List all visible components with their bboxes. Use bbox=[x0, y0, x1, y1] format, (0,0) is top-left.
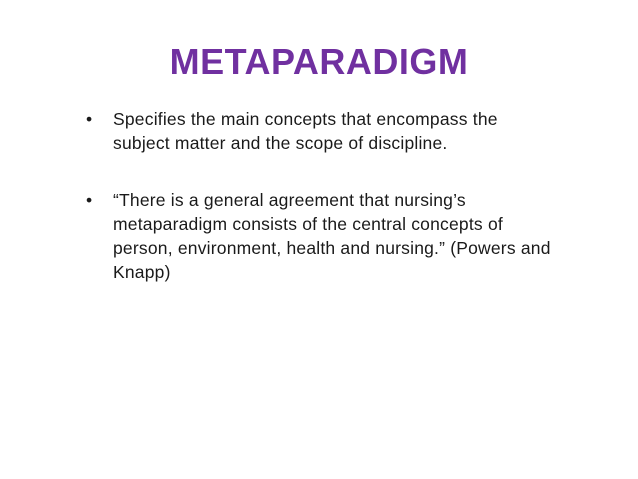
bullet-icon: • bbox=[86, 109, 93, 129]
bullet-list bbox=[86, 107, 556, 284]
bullet-item bbox=[86, 107, 556, 155]
bullet-icon: • bbox=[86, 190, 93, 210]
bullet-text: “There is a general agreement that nursing’s metaparadigm consists of the central concepts of person, environment, health and nursing.” (Powers and Knapp) bbox=[113, 190, 551, 282]
bullet-text: Specifies the main concepts that encompass the subject matter and the scope of discipline. bbox=[113, 109, 498, 153]
bullet-item bbox=[86, 188, 556, 284]
slide-title: METAPARADIGM bbox=[169, 41, 469, 82]
